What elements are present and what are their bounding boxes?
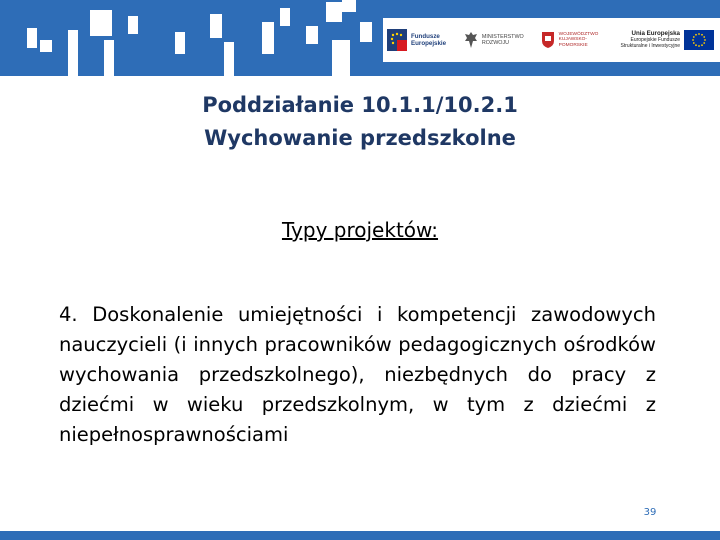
slide-title: [0, 89, 720, 155]
eu-flag-icon: [684, 30, 714, 50]
eu-logo-line1: Europejskie Fundusze: [630, 37, 681, 43]
decor-square: [306, 26, 318, 44]
body-paragraph: 4. Doskonalenie umiejętności i kompetencji zawodowych nauczycieli (i innych pracowników pedagogicznych ośrodków wychowania przedszkolnego), niezbędnych do pracy z dziećmi w wieku przedszkolnym, w tym z dziećmi z niepełnosprawnościami: [59, 303, 656, 446]
decor-square: [27, 28, 37, 48]
decor-square: [68, 30, 78, 76]
eagle-icon: [464, 31, 478, 49]
decor-square: [40, 40, 52, 52]
decor-square: [104, 40, 114, 76]
fe-stars-icon: [387, 29, 407, 51]
decor-square: [128, 16, 138, 34]
fe-logo-line1: Fundusze: [411, 33, 440, 40]
slide-subtitle: [0, 216, 720, 244]
eu-logo-title: Unia Europejska: [631, 30, 681, 37]
region-logo-line2: KUJAWSKO-POMORSKIE: [558, 37, 588, 48]
decor-square: [224, 42, 234, 76]
subtitle-text: Typy projektów:: [281, 218, 439, 242]
decor-square: [90, 10, 112, 36]
decor-square: [175, 32, 185, 54]
crest-icon: [541, 31, 555, 49]
decor-square: [210, 14, 222, 38]
decor-square: [280, 8, 290, 26]
eu-logo-line2: Strukturalne i Inwestycyjne: [620, 43, 681, 49]
decor-square: [262, 22, 274, 54]
fe-logo: [383, 18, 464, 62]
logo-bar: [383, 18, 720, 62]
decor-square: [326, 2, 342, 22]
eu-logo: [616, 18, 720, 62]
header-banner: [0, 0, 720, 76]
footer-bar: [0, 531, 720, 540]
fe-logo-line2: Europejskie: [411, 40, 447, 47]
page-number: 39: [643, 507, 657, 518]
ministry-logo: [464, 18, 541, 62]
decor-square: [360, 22, 372, 42]
region-logo-line1: WOJEWÓDZTWO: [558, 31, 599, 37]
ministry-logo-line1: MINISTERSTWO: [481, 33, 524, 40]
slide-title-line2: Wychowanie przedszkolne: [204, 126, 516, 150]
region-logo: [541, 18, 616, 62]
decor-square: [332, 40, 350, 76]
slide-title-line1: Poddziałanie 10.1.1/10.2.1: [202, 93, 518, 117]
ministry-logo-line2: ROZWOJU: [481, 40, 510, 46]
decor-square: [342, 0, 356, 12]
